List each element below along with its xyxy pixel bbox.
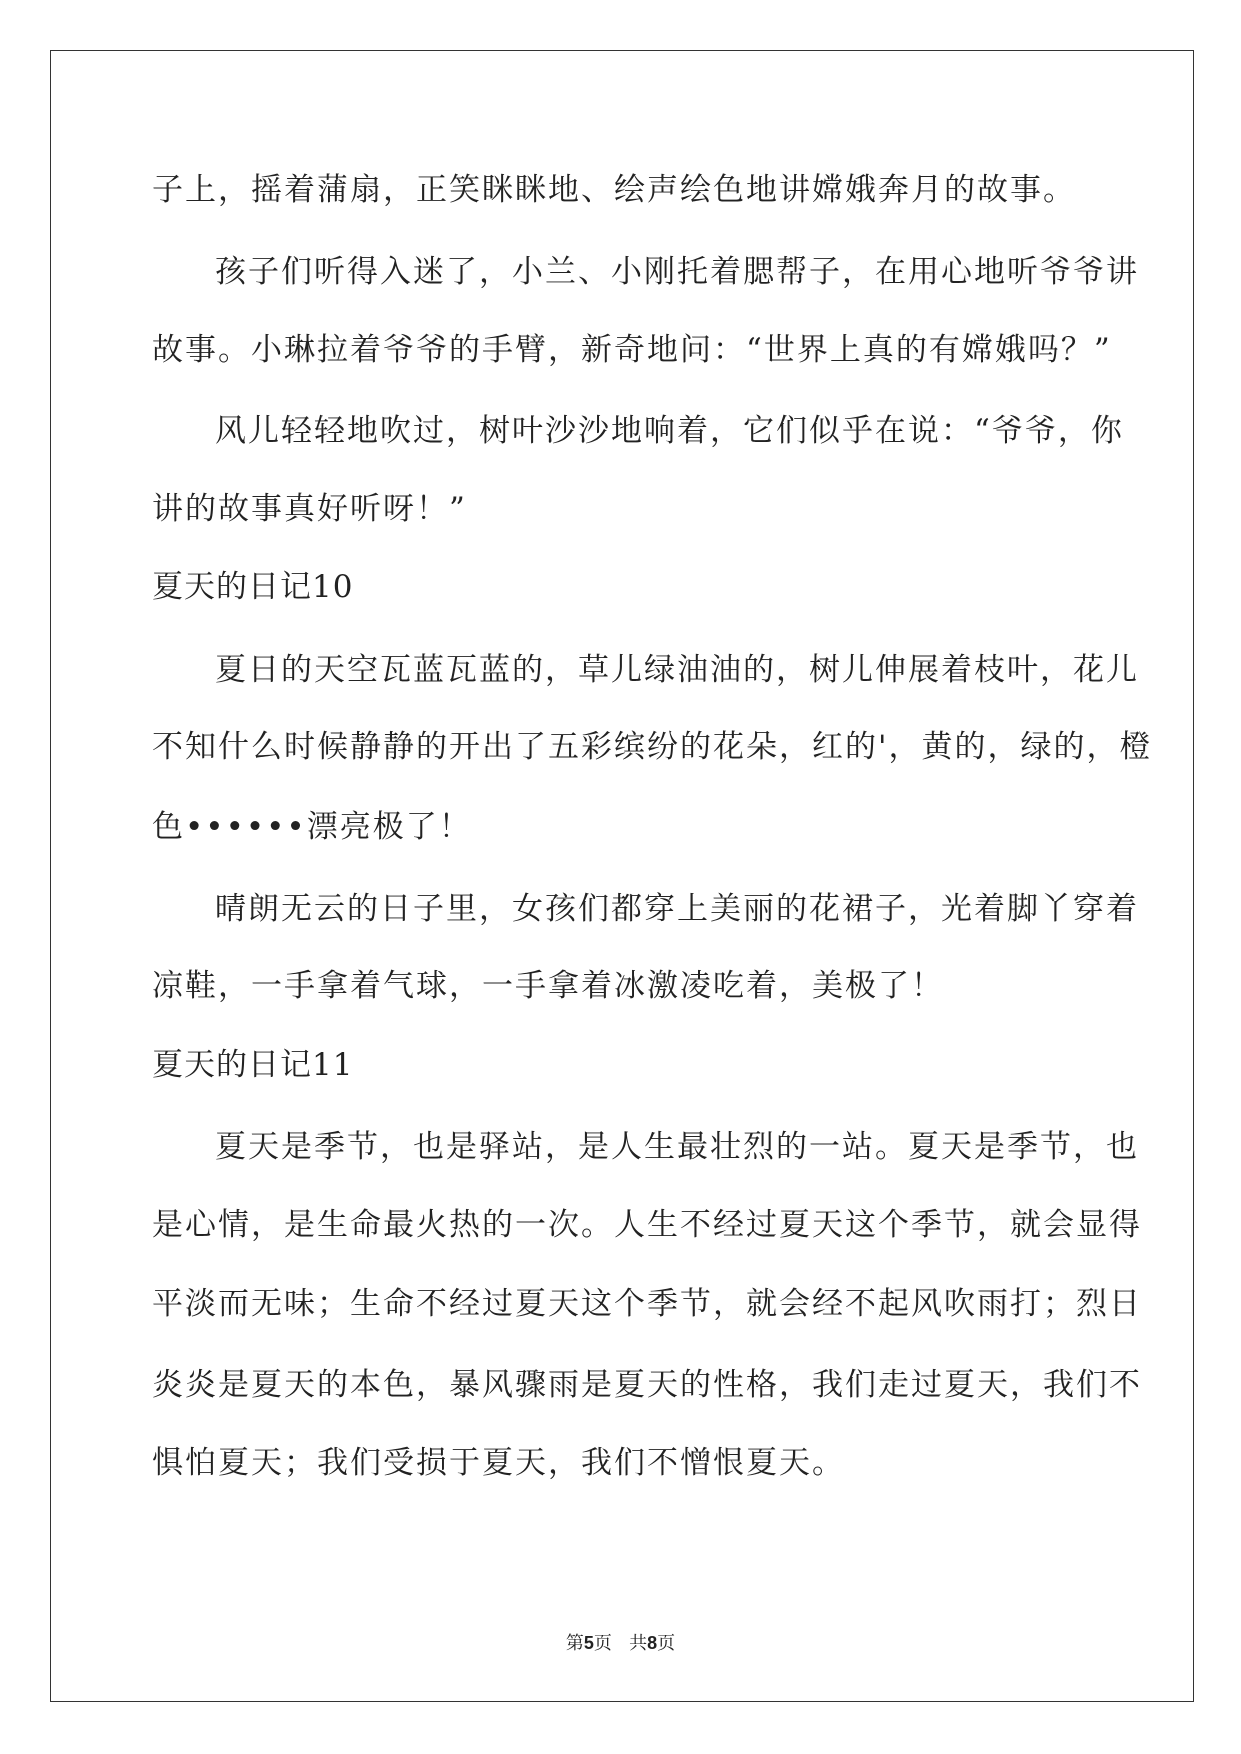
paragraph-line: 色••••••漂亮极了！ bbox=[152, 809, 472, 845]
total-page-number: 8 bbox=[647, 1633, 658, 1653]
paragraph-line: 平淡而无味；生命不经过夏天这个季节，就会经不起风吹雨打；烈日 bbox=[152, 1286, 1142, 1322]
paragraph-line: 不知什么时候静静的开出了五彩缤纷的花朵，红的'，黄的，绿的，橙 bbox=[152, 729, 1153, 765]
paragraph-line: 子上，摇着蒲扇，正笑眯眯地、绘声绘色地讲嫦娥奔月的故事。 bbox=[152, 172, 1076, 208]
footer-middle: 页 共 bbox=[593, 1633, 648, 1654]
section-heading: 夏天的日记10 bbox=[152, 569, 354, 605]
paragraph-line: 晴朗无云的日子里，女孩们都穿上美丽的花裙子，光着脚丫穿着 bbox=[215, 891, 1139, 927]
current-page-number: 5 bbox=[583, 1633, 594, 1653]
paragraph-line: 讲的故事真好听呀！” bbox=[152, 491, 467, 527]
paragraph-line: 炎炎是夏天的本色，暴风骤雨是夏天的性格，我们走过夏天，我们不 bbox=[152, 1367, 1142, 1403]
paragraph-line: 夏日的天空瓦蓝瓦蓝的，草儿绿油油的，树儿伸展着枝叶，花儿 bbox=[215, 652, 1139, 688]
page-footer bbox=[0, 1629, 1241, 1655]
paragraph-line: 故事。小琳拉着爷爷的手臂，新奇地问：“世界上真的有嫦娥吗？” bbox=[152, 332, 1112, 368]
section-heading: 夏天的日记11 bbox=[152, 1047, 354, 1083]
footer-suffix: 页 bbox=[657, 1633, 676, 1654]
paragraph-line: 凉鞋，一手拿着气球，一手拿着冰激凌吃着，美极了！ bbox=[152, 968, 944, 1004]
paragraph-line: 是心情，是生命最火热的一次。人生不经过夏天这个季节，就会显得 bbox=[152, 1207, 1142, 1243]
footer-prefix: 第 bbox=[565, 1633, 584, 1654]
paragraph-line: 夏天是季节，也是驿站，是人生最壮烈的一站。夏天是季节，也 bbox=[215, 1129, 1139, 1165]
paragraph-line: 孩子们听得入迷了，小兰、小刚托着腮帮子，在用心地听爷爷讲 bbox=[215, 254, 1139, 290]
paragraph-line: 风儿轻轻地吹过，树叶沙沙地响着，它们似乎在说：“爷爷，你 bbox=[215, 413, 1124, 449]
paragraph-line: 惧怕夏天；我们受损于夏天，我们不憎恨夏天。 bbox=[152, 1445, 845, 1481]
